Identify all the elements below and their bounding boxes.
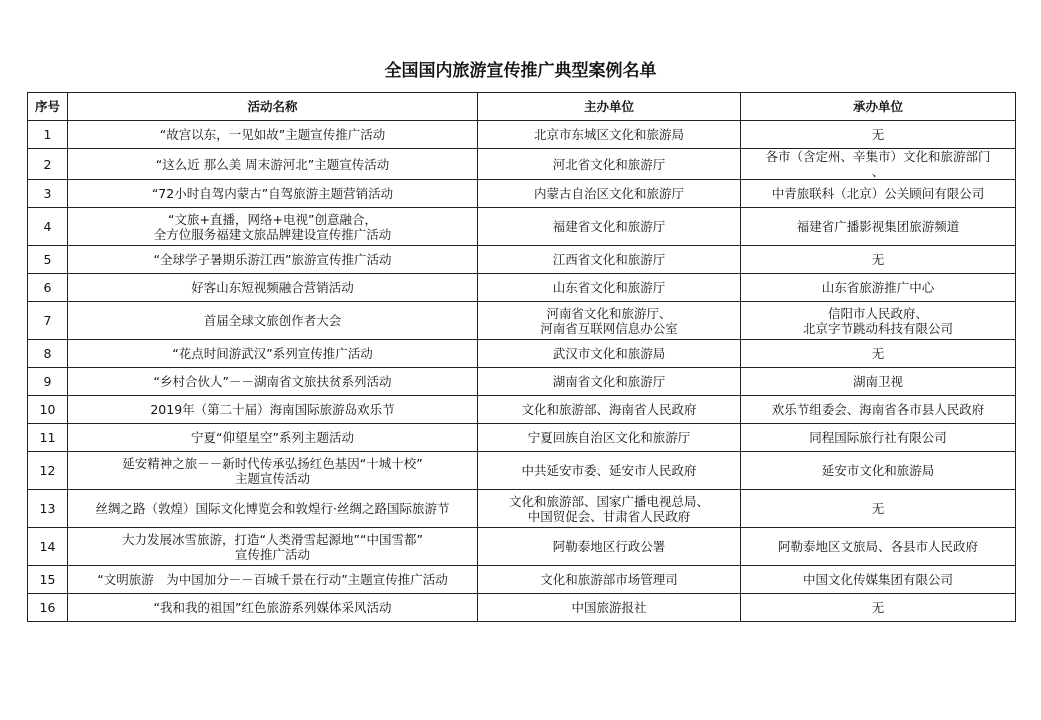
cell-activity: “我和我的祖国”红色旅游系列媒体采风活动	[68, 594, 478, 622]
cell-activity: “花点时间游武汉”系列宣传推广活动	[68, 340, 478, 368]
cell-activity: “72小时自驾内蒙古”自驾旅游主题营销活动	[68, 180, 478, 208]
cell-organizer: 中国文化传媒集团有限公司	[741, 566, 1016, 594]
cell-organizer: 无	[741, 246, 1016, 274]
cell-no: 6	[28, 274, 68, 302]
table-header-row	[28, 93, 1016, 121]
header-activity: 活动名称	[68, 93, 478, 121]
cell-host: 内蒙古自治区文化和旅游厅	[478, 180, 741, 208]
cell-organizer: 山东省旅游推广中心	[741, 274, 1016, 302]
table-row	[28, 566, 1016, 594]
cell-no: 7	[28, 302, 68, 340]
table-body	[28, 121, 1016, 622]
cell-no: 13	[28, 490, 68, 528]
table-row	[28, 424, 1016, 452]
cell-host: 文化和旅游部、海南省人民政府	[478, 396, 741, 424]
cell-organizer: 信阳市人民政府、 北京字节跳动科技有限公司	[741, 302, 1016, 340]
cell-no: 1	[28, 121, 68, 149]
table-row	[28, 246, 1016, 274]
cell-organizer: 福建省广播影视集团旅游频道	[741, 208, 1016, 246]
cell-host: 江西省文化和旅游厅	[478, 246, 741, 274]
header-organizer: 承办单位	[741, 93, 1016, 121]
table-row	[28, 340, 1016, 368]
cell-activity: “文明旅游 为中国加分－－百城千景在行动”主题宣传推广活动	[68, 566, 478, 594]
cell-host: 北京市东城区文化和旅游局	[478, 121, 741, 149]
cell-no: 9	[28, 368, 68, 396]
cell-organizer: 阿勒泰地区文旅局、各县市人民政府	[741, 528, 1016, 566]
table-row	[28, 368, 1016, 396]
cell-no: 12	[28, 452, 68, 490]
cell-activity: 延安精神之旅－－新时代传承弘扬红色基因“十城十校” 主题宣传活动	[68, 452, 478, 490]
cell-host: 宁夏回族自治区文化和旅游厅	[478, 424, 741, 452]
cell-organizer: 欢乐节组委会、海南省各市县人民政府	[741, 396, 1016, 424]
cell-activity: 宁夏“仰望星空”系列主题活动	[68, 424, 478, 452]
cell-activity: 丝绸之路（敦煌）国际文化博览会和敦煌行·丝绸之路国际旅游节	[68, 490, 478, 528]
cell-no: 15	[28, 566, 68, 594]
cell-organizer: 中青旅联科（北京）公关顾问有限公司	[741, 180, 1016, 208]
cell-organizer: 各市（含定州、辛集市）文化和旅游部门 、	[741, 149, 1016, 180]
cell-host: 湖南省文化和旅游厅	[478, 368, 741, 396]
cell-activity: 首届全球文旅创作者大会	[68, 302, 478, 340]
header-host: 主办单位	[478, 93, 741, 121]
cell-no: 11	[28, 424, 68, 452]
cell-no: 10	[28, 396, 68, 424]
cell-organizer: 同程国际旅行社有限公司	[741, 424, 1016, 452]
cell-no: 14	[28, 528, 68, 566]
cell-activity: “文旅+直播，网络+电视”创意融合， 全方位服务福建文旅品牌建设宣传推广活动	[68, 208, 478, 246]
cell-no: 4	[28, 208, 68, 246]
cell-organizer: 无	[741, 340, 1016, 368]
cell-no: 3	[28, 180, 68, 208]
table-row	[28, 594, 1016, 622]
cell-no: 5	[28, 246, 68, 274]
case-list-table	[27, 92, 1016, 622]
cell-host: 文化和旅游部市场管理司	[478, 566, 741, 594]
cell-host: 福建省文化和旅游厅	[478, 208, 741, 246]
cell-activity: “这么近 那么美 周末游河北”主题宣传活动	[68, 149, 478, 180]
table-row	[28, 528, 1016, 566]
cell-host: 中国旅游报社	[478, 594, 741, 622]
cell-host: 中共延安市委、延安市人民政府	[478, 452, 741, 490]
cell-host: 河南省文化和旅游厅、 河南省互联网信息办公室	[478, 302, 741, 340]
table-row	[28, 274, 1016, 302]
cell-organizer: 无	[741, 594, 1016, 622]
table-row	[28, 396, 1016, 424]
cell-activity: 2019年（第二十届）海南国际旅游岛欢乐节	[68, 396, 478, 424]
cell-host: 河北省文化和旅游厅	[478, 149, 741, 180]
table-row	[28, 208, 1016, 246]
cell-no: 2	[28, 149, 68, 180]
table-row	[28, 121, 1016, 149]
cell-no: 8	[28, 340, 68, 368]
cell-organizer: 延安市文化和旅游局	[741, 452, 1016, 490]
cell-organizer: 湖南卫视	[741, 368, 1016, 396]
cell-organizer: 无	[741, 490, 1016, 528]
table-row	[28, 180, 1016, 208]
cell-activity: “故宫以东，一见如故”主题宣传推广活动	[68, 121, 478, 149]
cell-activity: 好客山东短视频融合营销活动	[68, 274, 478, 302]
table-row	[28, 452, 1016, 490]
cell-host: 武汉市文化和旅游局	[478, 340, 741, 368]
cell-host: 山东省文化和旅游厅	[478, 274, 741, 302]
page-title: 全国国内旅游宣传推广典型案例名单	[384, 61, 657, 81]
cell-no: 16	[28, 594, 68, 622]
cell-activity: “乡村合伙人”－－湖南省文旅扶贫系列活动	[68, 368, 478, 396]
table-row	[28, 490, 1016, 528]
cell-activity: “全球学子暑期乐游江西”旅游宣传推广活动	[68, 246, 478, 274]
cell-activity: 大力发展冰雪旅游，打造“人类滑雪起源地”“中国雪都” 宣传推广活动	[68, 528, 478, 566]
cell-host: 文化和旅游部、国家广播电视总局、 中国贸促会、甘肃省人民政府	[478, 490, 741, 528]
cell-host: 阿勒泰地区行政公署	[478, 528, 741, 566]
table-row	[28, 302, 1016, 340]
header-no: 序号	[28, 93, 68, 121]
table-row	[28, 149, 1016, 180]
cell-organizer: 无	[741, 121, 1016, 149]
